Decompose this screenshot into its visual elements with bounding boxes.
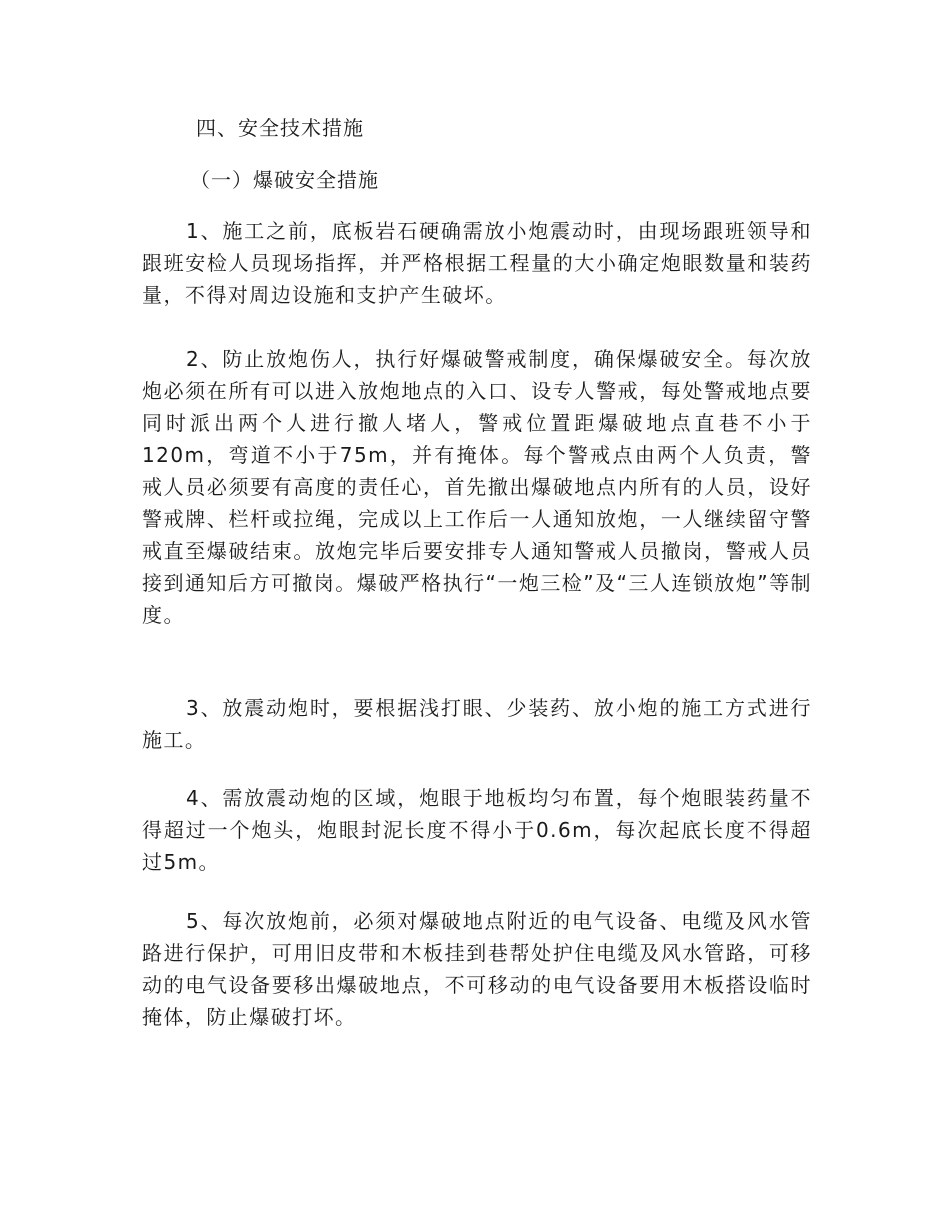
subsection-heading: （一）爆破安全措施 [190, 168, 379, 192]
paragraph-5: 5、每次放炮前，必须对爆破地点附近的电气设备、电缆及风水管路进行保护，可用旧皮带和木板挂到巷帮处护住电缆及风水管路，可移动的电气设备要移出爆破地点，不可移动的电气设备要用木板搭设临时掩体，防止爆破打坏。 [142, 909, 812, 1029]
paragraph-4: 4、需放震动炮的区域，炮眼于地板均匀布置，每个炮眼装药量不得超过一个炮头，炮眼封泥长度不得小于0.6m，每次起底长度不得超过5m。 [142, 786, 812, 874]
paragraph-2: 2、防止放炮伤人，执行好爆破警戒制度，确保爆破安全。每次放炮必须在所有可以进入放炮地点的入口、设专人警戒，每处警戒地点要同时派出两个人进行撤人堵人，警戒位置距爆破地点直巷不小于120m，弯道不小于75m，并有掩体。每个警戒点由两个人负责，警戒人员必须要有高度的责任心，首先撤出爆破地点内所有的人员，设好警戒牌、栏杆或拉绳，完成以上工作后一人通知放炮，一人继续留守警戒直至爆破结束。放炮完毕后要安排专人通知警戒人员撤岗，警戒人员接到通知后方可撤岗。爆破严格执行“一炮三检”及“三人连锁放炮”等制度。 [142, 347, 812, 627]
section-heading: 四、安全技术措施 [196, 116, 364, 140]
paragraph-1: 1、施工之前，底板岩石硬确需放小炮震动时，由现场跟班领导和跟班安检人员现场指挥，并严格根据工程量的大小确定炮眼数量和装药量，不得对周边设施和支护产生破坏。 [142, 219, 812, 307]
paragraph-3: 3、放震动炮时，要根据浅打眼、少装药、放小炮的施工方式进行施工。 [142, 696, 812, 752]
